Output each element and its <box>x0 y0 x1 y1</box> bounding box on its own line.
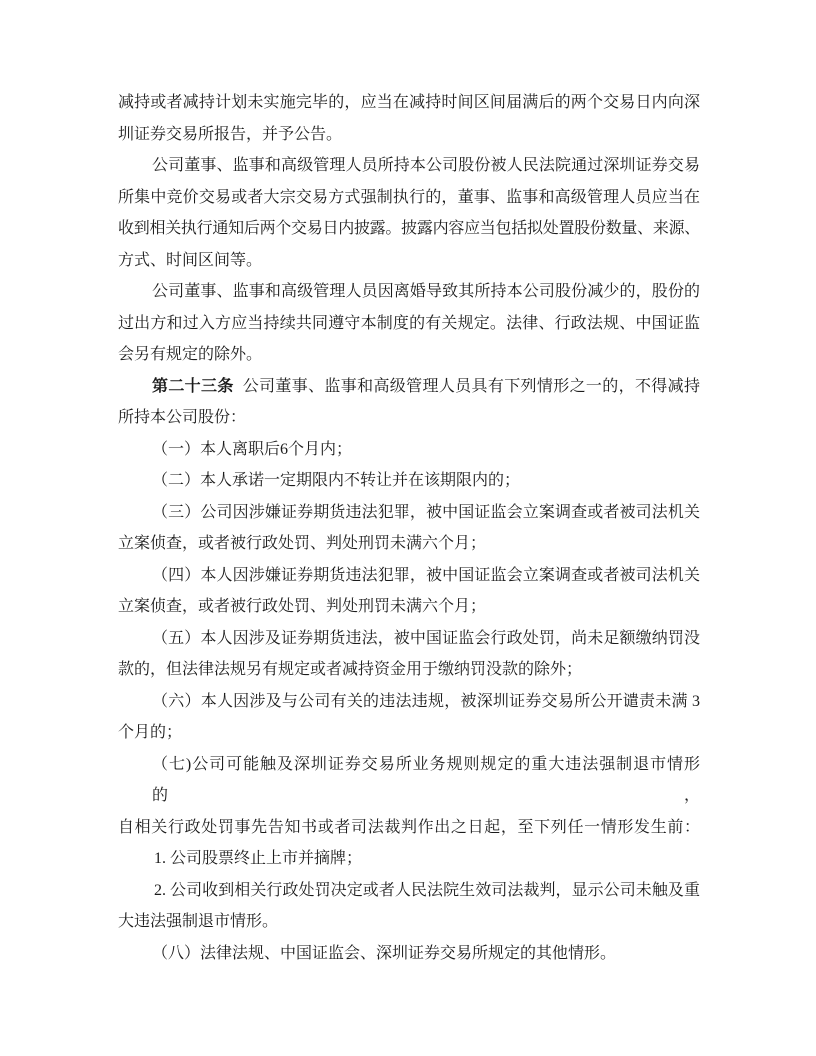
text-line: （四）本人因涉嫌证券期货违法犯罪，被中国证监会立案调查或者被司法机关 <box>152 566 700 584</box>
text-line: 所持本公司股份： <box>118 409 247 426</box>
text-line: （二）本人承诺一定期限内不转让并在该期限内的； <box>152 472 521 489</box>
text-line: 立案侦查，或者被行政处罚、判处刑罚未满六个月； <box>118 535 487 552</box>
text-line: 收到相关执行通知后两个交易日内披露。披露内容应当包括拟处置股份数量、来源、 <box>118 220 700 237</box>
text-line: （七)公司可能触及深圳证券交易所业务规则规定的重大违法强制退市情形的， <box>152 755 700 804</box>
text-line: 2. 公司收到相关行政处罚决定或者人民法院生效司法裁判，显示公司未触及重 <box>154 881 700 899</box>
text-line: 自相关行政处罚事先告知书或者司法裁判作出之日起，至下列任一情形发生前： <box>118 818 700 836</box>
text-line: 公司董事、监事和高级管理人员所持本公司股份被人民法院通过深圳证券交易 <box>152 157 700 174</box>
text-line: 过出方和过入方应当持续共同遵守本制度的有关规定。法律、行政法规、中国证监 <box>118 314 700 332</box>
text-line: （八）法律法规、中国证监会、深圳证券交易所规定的其他情形。 <box>152 944 617 962</box>
text-line: 方式、时间区间等。 <box>118 251 263 269</box>
text-line: （三）公司因涉嫌证券期货违法犯罪，被中国证监会立案调查或者被司法机关 <box>152 503 700 521</box>
text-line <box>118 371 700 403</box>
text-line: 1. 公司股票终止上市并摘牌； <box>154 850 363 867</box>
text-line: （六）本人因涉及与公司有关的违法违规，被深圳证券交易所公开谴责未满 3 <box>152 692 700 710</box>
text-line: 款的，但法律法规另有规定或者减持资金用于缴纳罚没款的除外； <box>118 661 583 678</box>
text-line: 立案侦查，或者被行政处罚、判处刑罚未满六个月； <box>118 598 487 615</box>
text-line: 圳证券交易所报告，并予公告。 <box>118 125 343 143</box>
text-line: 个月的； <box>118 724 183 741</box>
article-lead-text: 公司董事、监事和高级管理人员具有下列情形之一的，不得减持 <box>242 377 700 395</box>
text-line: （五）本人因涉及证券期货违法，被中国证监会行政处罚，尚未足额缴纳罚没 <box>152 629 700 647</box>
text-line: 减持或者减持计划未实施完毕的，应当在减持时间区间届满后的两个交易日内向深 <box>118 94 700 111</box>
text-line: （一）本人离职后6个月内； <box>152 440 353 458</box>
text-line: 会另有规定的除外。 <box>118 346 263 363</box>
text-line: 公司董事、监事和高级管理人员因离婚导致其所持本公司股份减少的，股份的 <box>152 283 700 300</box>
article-number: 第二十三条 <box>152 377 234 395</box>
text-line: 所集中竞价交易或者大宗交易方式强制执行的，董事、监事和高级管理人员应当在 <box>118 188 700 206</box>
text-line: 大违法强制退市情形。 <box>118 913 279 930</box>
